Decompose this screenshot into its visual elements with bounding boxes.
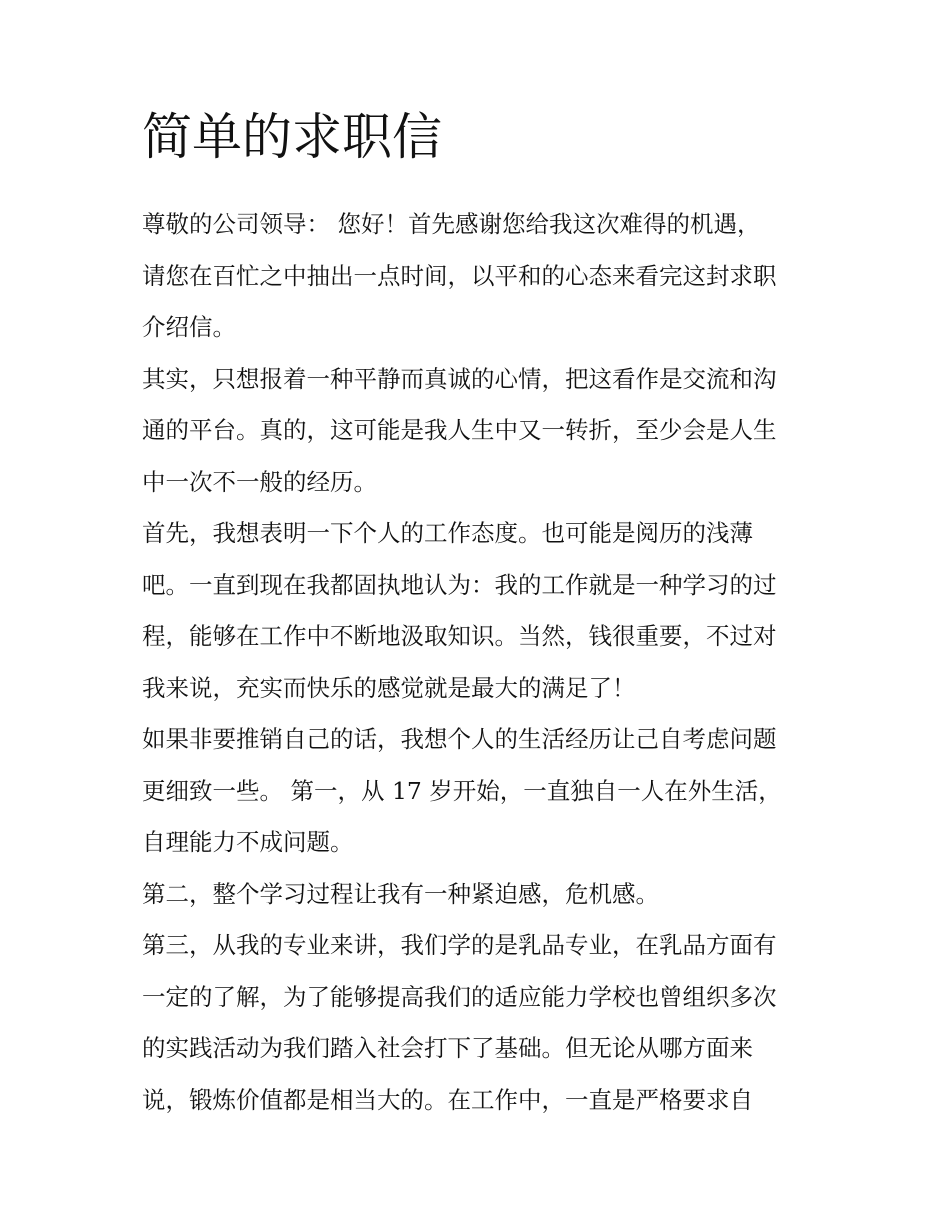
text-line: 如果非要推销自己的话，我想个人的生活经历让己自考虑问题 [142,725,777,753]
text-line: 说，锻炼价值都是相当大的。在工作中，一直是严格要求自 [142,1085,753,1114]
text-line: 的实践活动为我们踏入社会打下了基础。但无论从哪方面来 [142,1034,753,1062]
text-line: 第二，整个学习过程让我有一种紧迫感，危机感。 [142,879,659,908]
text-line: 吧。一直到现在我都固执地认为：我的工作就是一种学习的过 [142,570,777,599]
text-line: 其实，只想报着一种平静而真诚的心情，把这看作是交流和沟 [142,364,777,393]
text-line: 通的平台。真的，这可能是我人生中又一转折，至少会是人生 [142,416,777,444]
text-line: 请您在百忙之中抽出一点时间，以平和的心态来看完这封求职 [142,261,777,290]
text-line: 自理能力不成问题。 [142,828,354,856]
text-line: 更细致一些。 第一，从 17 岁开始，一直独自一人在外生活， [142,776,782,805]
text-line: 尊敬的公司领导： 您好！首先感谢您给我这次难得的机遇， [142,210,761,238]
document-title: 简单的求职信 [142,108,442,166]
text-line: 中一次不一般的经历。 [142,467,377,496]
letter-body [142,199,832,1126]
text-line: 首先，我想表明一下个人的工作态度。也可能是阅历的浅薄 [142,519,753,547]
text-line: 一定的了解，为了能够提高我们的适应能力学校也曾组织多次 [142,982,777,1011]
text-line: 我来说，充实而快乐的感觉就是最大的满足了！ [142,673,636,702]
text-line: 程，能够在工作中不断地汲取知识。当然，钱很重要，不过对 [142,622,777,650]
text-line: 第三，从我的专业来讲，我们学的是乳品专业，在乳品方面有 [142,931,777,959]
text-line: 介绍信。 [142,313,236,341]
